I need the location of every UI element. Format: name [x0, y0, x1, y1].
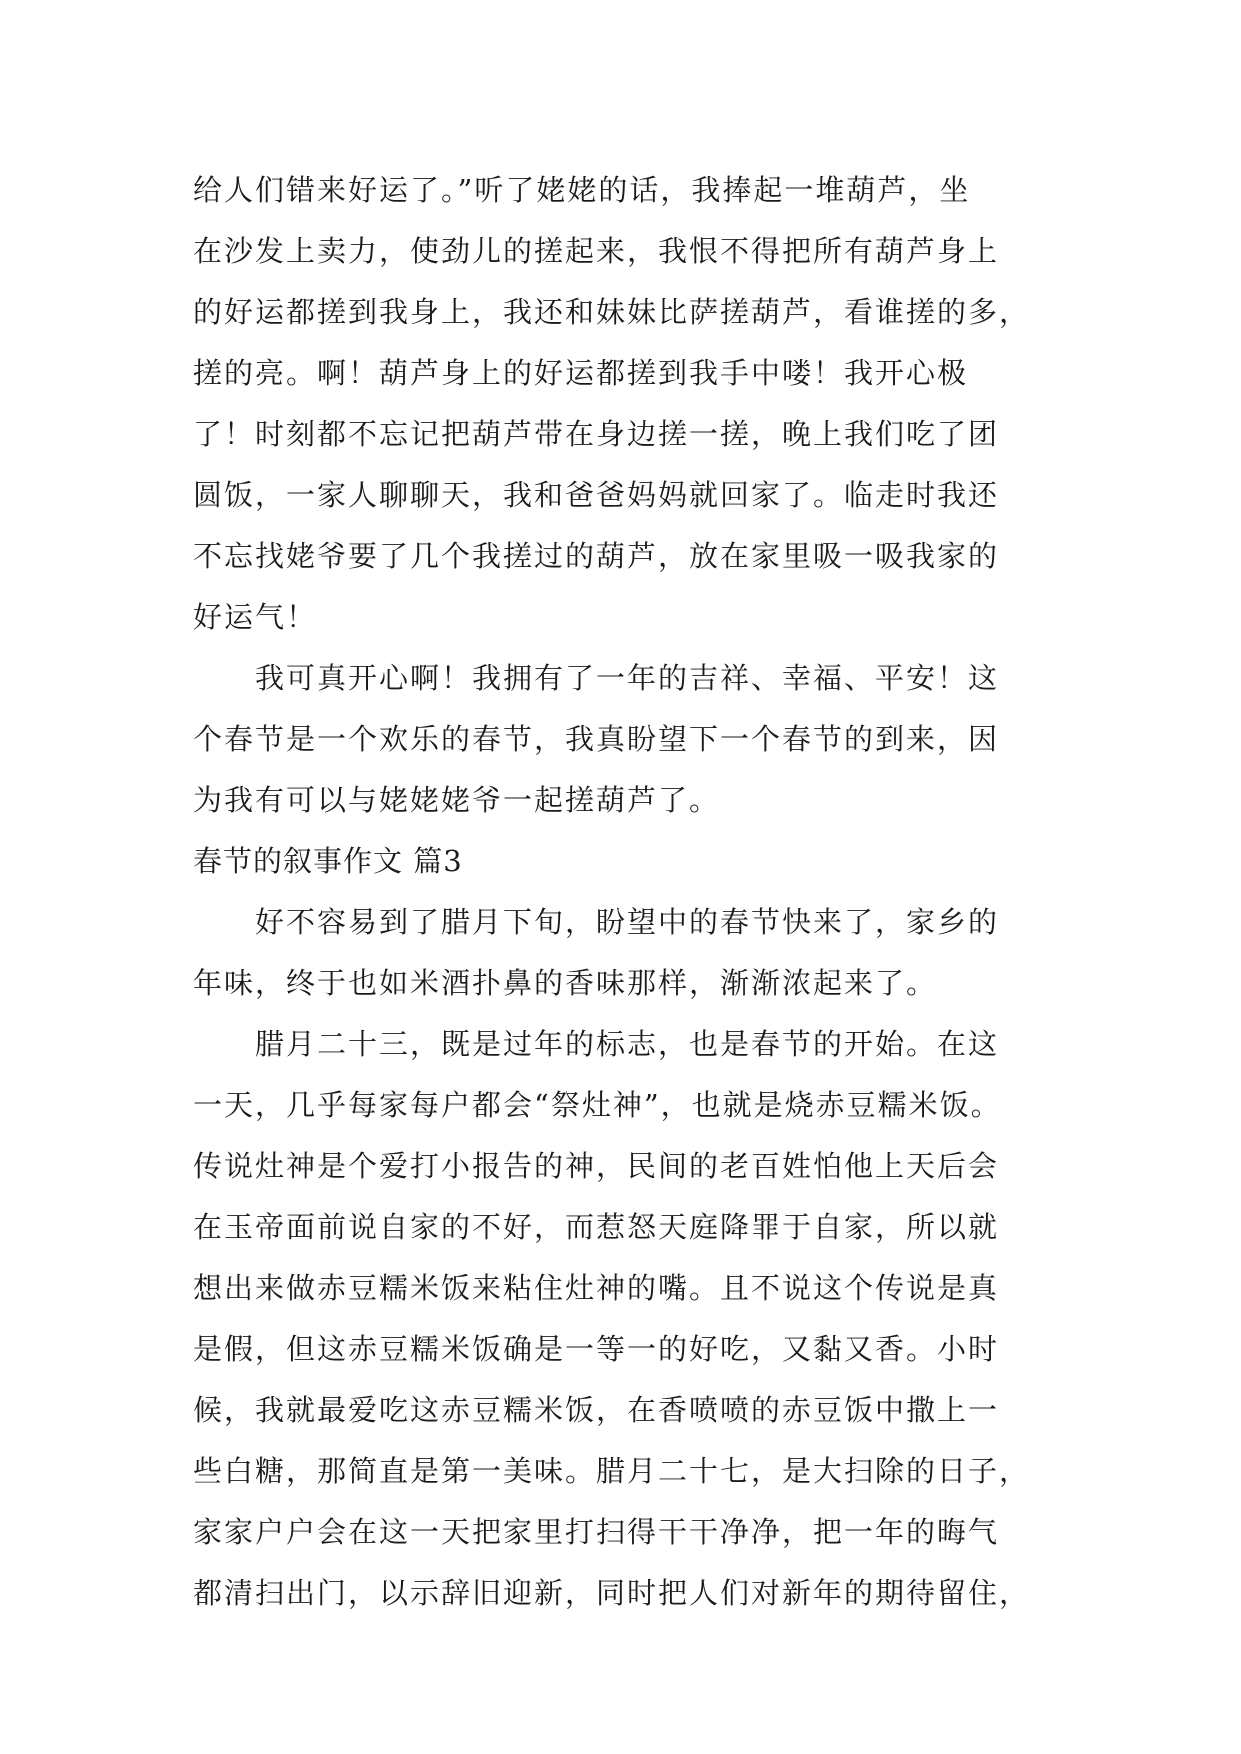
text-line: 了！时刻都不忘记把葫芦带在身边搓一搓，晚上我们吃了团 [193, 417, 1000, 451]
text-line: 圆饭，一家人聊聊天，我和爸爸妈妈就回家了。临走时我还 [193, 478, 1000, 512]
text-line: 的好运都搓到我身上，我还和妹妹比萨搓葫芦，看谁搓的多， [193, 295, 1031, 329]
text-line: 都清扫出门，以示辞旧迎新，同时把人们对新年的期待留住， [193, 1576, 1031, 1610]
text-line: 年味，终于也如米酒扑鼻的香味那样，渐渐浓起来了。 [193, 966, 938, 1000]
text-line: 些白糖，那简直是第一美味。腊月二十七，是大扫除的日子， [193, 1454, 1031, 1488]
text-line: 给人们错来好运了。”听了姥姥的话，我捧起一堆葫芦，坐 [193, 173, 971, 207]
text-line: 为我有可以与姥姥姥爷一起搓葫芦了。 [193, 783, 721, 817]
text-line: 家家户户会在这一天把家里打扫得干干净净，把一年的晦气 [193, 1515, 1000, 1549]
text-line: 不忘找姥爷要了几个我搓过的葫芦，放在家里吸一吸我家的 [193, 539, 1000, 573]
text-line: 一天，几乎每家每户都会“祭灶神”，也就是烧赤豆糯米饭。 [193, 1088, 1002, 1122]
text-line: 好运气！ [193, 600, 318, 634]
section-heading: 春节的叙事作文 篇3 [193, 844, 463, 878]
text-line: 候，我就最爱吃这赤豆糯米饭，在香喷喷的赤豆饭中撒上一 [193, 1393, 1000, 1427]
text-line: 个春节是一个欢乐的春节，我真盼望下一个春节的到来，因 [193, 722, 1000, 756]
text-line: 是假，但这赤豆糯米饭确是一等一的好吃，又黏又香。小时 [193, 1332, 1000, 1366]
paragraph-start-line: 腊月二十三，既是过年的标志，也是春节的开始。在这 [255, 1027, 1000, 1061]
text-line: 想出来做赤豆糯米饭来粘住灶神的嘴。且不说这个传说是真 [193, 1271, 1000, 1305]
text-line: 搓的亮。啊！葫芦身上的好运都搓到我手中喽！我开心极 [193, 356, 969, 390]
text-line: 在玉帝面前说自家的不好，而惹怒天庭降罪于自家，所以就 [193, 1210, 1000, 1244]
paragraph-start-line: 好不容易到了腊月下旬，盼望中的春节快来了，家乡的 [255, 905, 1000, 939]
text-line: 在沙发上卖力，使劲儿的搓起来，我恨不得把所有葫芦身上 [193, 234, 1000, 268]
essay-text [193, 160, 1073, 1624]
paragraph-start-line: 我可真开心啊！我拥有了一年的吉祥、幸福、平安！这 [255, 661, 1000, 695]
text-line: 传说灶神是个爱打小报告的神，民间的老百姓怕他上天后会 [193, 1149, 1000, 1183]
